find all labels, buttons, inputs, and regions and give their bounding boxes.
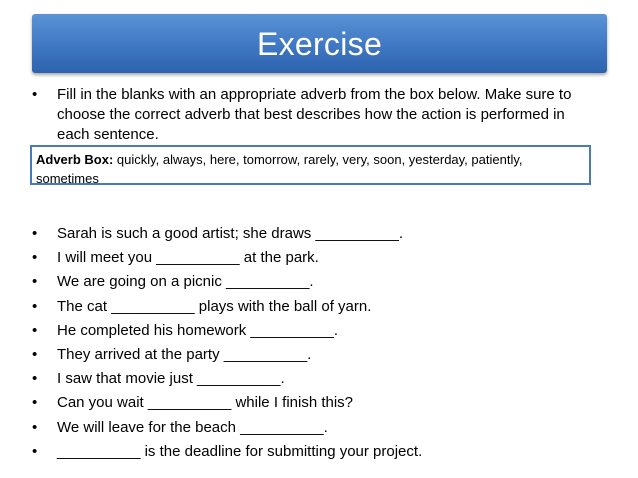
sentence-text: Can you wait __________ while I finish this? bbox=[57, 394, 354, 412]
bullet-icon: • bbox=[32, 321, 38, 339]
list-item bbox=[32, 321, 602, 345]
list-item bbox=[32, 442, 602, 466]
adverb-box-label: Adverb Box: bbox=[36, 152, 114, 167]
bullet-icon: • bbox=[32, 418, 38, 436]
bullet-icon: • bbox=[32, 394, 38, 412]
instructions-bullet bbox=[32, 85, 597, 147]
sentence-text: They arrived at the party __________. bbox=[57, 345, 312, 363]
list-item bbox=[32, 248, 602, 272]
slide-title: Exercise bbox=[256, 25, 383, 62]
sentence-text: I saw that movie just __________. bbox=[57, 370, 285, 388]
bullet-icon: • bbox=[32, 370, 38, 388]
title-banner bbox=[32, 14, 607, 73]
sentence-list bbox=[32, 224, 602, 466]
sentence-text: __________ is the deadline for submitting your project. bbox=[57, 442, 423, 460]
list-item bbox=[32, 345, 602, 369]
bullet-icon: • bbox=[32, 442, 38, 460]
list-item bbox=[32, 272, 602, 296]
list-item bbox=[32, 393, 602, 417]
sentence-text: We are going on a picnic __________. bbox=[57, 273, 314, 291]
instructions-text: Fill in the blanks with an appropriate adverb from the box below. Make sure to choose the correct adverb that best describes how the action is performed in each sentence. bbox=[57, 86, 572, 143]
bullet-icon: • bbox=[32, 86, 38, 103]
list-item bbox=[32, 224, 602, 248]
bullet-icon: • bbox=[32, 273, 38, 291]
list-item bbox=[32, 369, 602, 393]
sentence-text: The cat __________ plays with the ball of yarn. bbox=[57, 297, 372, 315]
sentence-text: Sarah is such a good artist; she draws __________. bbox=[57, 225, 404, 242]
adverb-box bbox=[30, 145, 591, 185]
bullet-icon: • bbox=[32, 249, 38, 267]
sentence-text: I will meet you __________ at the park. bbox=[57, 249, 319, 267]
adverb-box-words: quickly, always, here, tomorrow, rarely, very, soon, yesterday, patiently, sometimes bbox=[36, 152, 523, 186]
bullet-icon: • bbox=[32, 225, 38, 242]
list-item bbox=[32, 418, 602, 442]
sentence-text: We will leave for the beach __________. bbox=[57, 418, 328, 436]
bullet-icon: • bbox=[32, 345, 38, 363]
list-item bbox=[32, 297, 602, 321]
sentence-text: He completed his homework __________. bbox=[57, 321, 339, 339]
bullet-icon: • bbox=[32, 297, 38, 315]
